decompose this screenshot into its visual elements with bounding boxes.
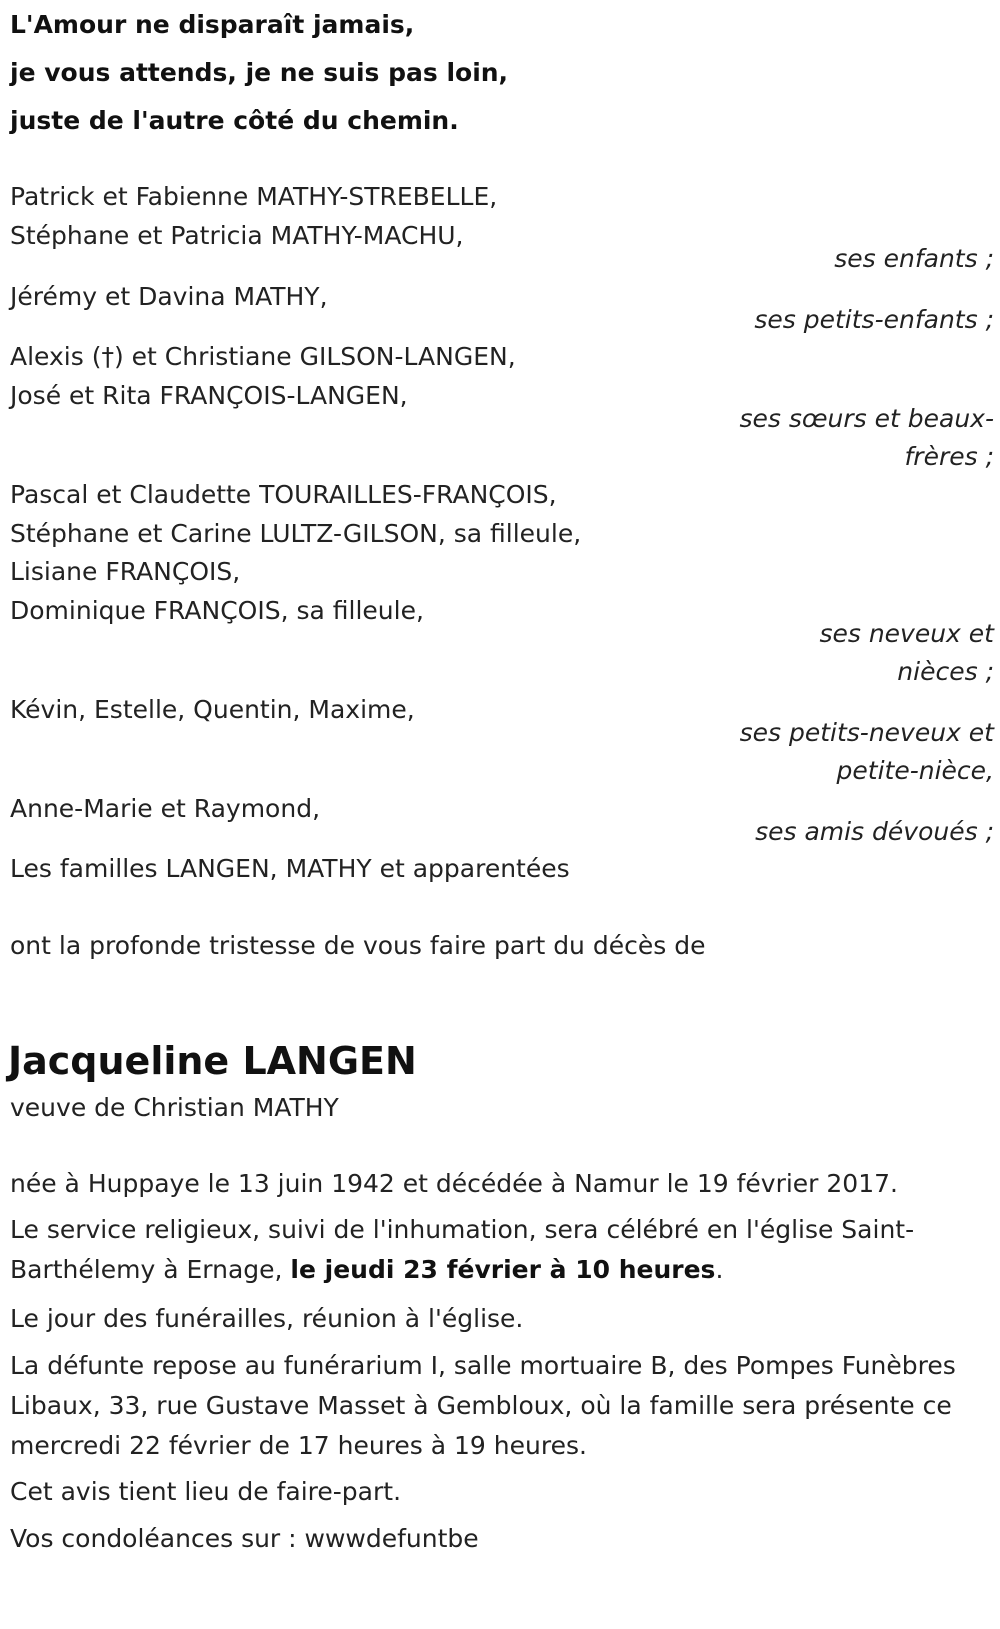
sibling-line-1: Alexis (†) et Christiane GILSON-LANGEN, xyxy=(10,342,516,371)
relation-siblings-1: ses sœurs et beaux- xyxy=(739,404,994,433)
sibling-line-2: José et Rita FRANÇOIS-LANGEN, xyxy=(10,381,408,410)
notice: Cet avis tient lieu de faire-part. xyxy=(10,1477,402,1506)
relation-friends: ses amis dévoués ; xyxy=(755,817,994,846)
rests-paragraph: La défunte repose au funérarium I, salle mortuaire B, des Pompes Funèbres Libaux, 33, rue Gustave Masset à Gembloux, où la famille sera présente ce mercredi 22 février de 17 heures à 19 heures. xyxy=(10,1351,956,1460)
birth-death: née à Huppaye le 13 juin 1942 et décédée à Namur le 19 février 2017. xyxy=(10,1169,898,1198)
relation-nephews-2: nièces ; xyxy=(897,657,994,686)
families-line: Les familles LANGEN, MATHY et apparentées xyxy=(10,854,570,883)
grandnephew-line-1: Kévin, Estelle, Quentin, Maxime, xyxy=(10,695,415,724)
relation-children: ses enfants ; xyxy=(834,244,994,273)
nephew-line-3: Lisiane FRANÇOIS, xyxy=(10,557,241,586)
nephew-line-1: Pascal et Claudette TOURAILLES-FRANÇOIS, xyxy=(10,480,557,509)
relation-grandnephews-1: ses petits-neveux et xyxy=(739,718,994,747)
child-line-1: Patrick et Fabienne MATHY-STREBELLE, xyxy=(10,182,498,211)
condolences: Vos condoléances sur : wwwdefuntbe xyxy=(10,1524,479,1553)
child-line-2: Stéphane et Patricia MATHY-MACHU, xyxy=(10,221,464,250)
poem-line-3: juste de l'autre côté du chemin. xyxy=(10,106,459,135)
nephew-line-4: Dominique FRANÇOIS, sa filleule, xyxy=(10,596,424,625)
deceased-name: Jacqueline LANGEN xyxy=(8,1039,417,1083)
nephew-line-2: Stéphane et Carine LULTZ-GILSON, sa filleule, xyxy=(10,519,582,548)
friend-line-1: Anne-Marie et Raymond, xyxy=(10,794,321,823)
announcement: ont la profonde tristesse de vous faire part du décès de xyxy=(10,931,706,960)
grandchild-line-1: Jérémy et Davina MATHY, xyxy=(10,282,328,311)
relation-siblings-2: frères ; xyxy=(904,442,994,471)
service-paragraph xyxy=(10,1210,970,1290)
service-end: . xyxy=(715,1255,724,1284)
poem-line-2: je vous attends, je ne suis pas loin, xyxy=(10,58,509,87)
widow-of: veuve de Christian MATHY xyxy=(10,1093,339,1122)
relation-grandnephews-2: petite-nièce, xyxy=(836,756,994,785)
relation-nephews-1: ses neveux et xyxy=(819,619,994,648)
poem-line-1: L'Amour ne disparaît jamais, xyxy=(10,10,415,39)
service-text: Le service religieux, suivi de l'inhumation, sera célébré en l'église Saint-Barthélemy à Ernage, xyxy=(10,1215,915,1284)
relation-grandchildren: ses petits-enfants ; xyxy=(754,305,994,334)
service-date: le jeudi 23 février à 10 heures xyxy=(290,1255,716,1284)
reunion: Le jour des funérailles, réunion à l'église. xyxy=(10,1304,524,1333)
